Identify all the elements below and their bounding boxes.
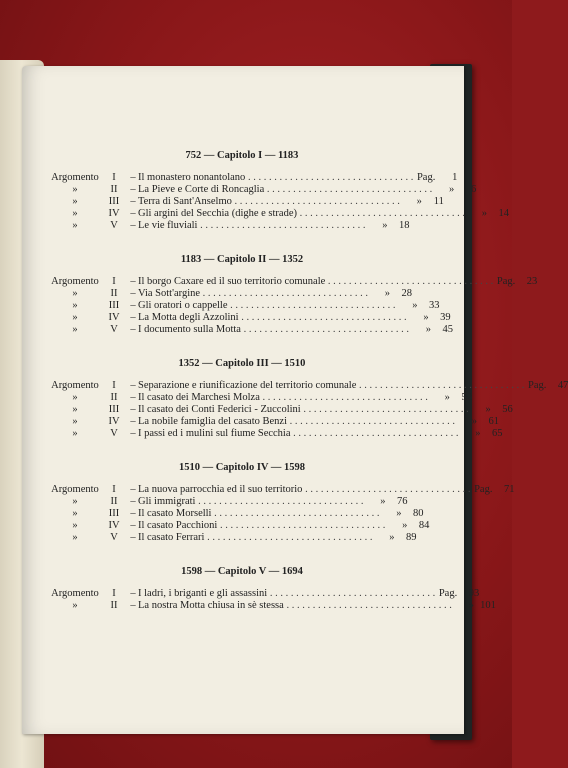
chapter-section <box>50 566 496 612</box>
entry-pag: Pag. <box>496 276 516 287</box>
dot-leader: . . . . . . . . . . . . . . . . . . . . . . . . . . . . . . . . <box>231 196 400 207</box>
entry-page-number: 45 <box>442 324 453 335</box>
entry-title <box>138 496 363 508</box>
entry-dash: – <box>130 496 136 507</box>
entry-title <box>138 416 455 428</box>
entry-dash: – <box>130 416 136 427</box>
entry-label: Argomento <box>51 172 99 183</box>
chapter-title: 1183 — Capitolo II — 1352 <box>180 254 304 265</box>
entry-page-number: 33 <box>429 300 440 311</box>
entry-title-text: Gli argini del Secchia (dighe e strade) <box>138 208 297 219</box>
entry-label: » <box>72 184 78 195</box>
entry-title-text: I ladri, i briganti e gli assassini <box>138 588 268 599</box>
entry-dash: – <box>130 220 136 231</box>
entry-pag: » <box>471 416 477 427</box>
entry-title-text: Gli oratori o cappelle <box>138 300 228 311</box>
chapter-section <box>50 462 515 544</box>
entry-number: IV <box>108 208 120 219</box>
entry-page-number: 39 <box>440 312 451 323</box>
entry-title <box>138 392 428 404</box>
entry-pag: » <box>449 184 455 195</box>
entry-number: III <box>108 404 120 415</box>
entry-title-text: Il casato Pacchioni <box>138 520 218 531</box>
toc-entry <box>50 184 477 196</box>
toc-entry <box>50 404 513 416</box>
toc-entry <box>50 208 509 220</box>
toc-entry <box>50 220 410 232</box>
toc-entry <box>50 588 480 600</box>
dot-leader: . . . . . . . . . . . . . . . . . . . . . . . . . . . . . . . . <box>267 588 436 599</box>
toc-entry <box>50 300 440 312</box>
entry-title-text: Il casato dei Marchesi Molza <box>138 392 260 403</box>
entry-dash: – <box>130 404 136 415</box>
entry-label: » <box>72 416 78 427</box>
entry-label: » <box>72 392 78 403</box>
entry-label: Argomento <box>51 380 99 391</box>
entry-pag: » <box>380 496 386 507</box>
entry-number: V <box>110 220 118 231</box>
dot-leader: . . . . . . . . . . . . . . . . . . . . . . . . . . . . . . . . <box>300 404 469 415</box>
entry-number: IV <box>108 312 120 323</box>
entry-title <box>138 276 493 288</box>
dot-leader: . . . . . . . . . . . . . . . . . . . . . . . . . . . . . . . . <box>195 496 364 507</box>
entry-number: II <box>110 288 118 299</box>
entry-number: III <box>108 196 120 207</box>
entry-title <box>138 300 396 312</box>
entry-label: » <box>72 600 78 611</box>
entry-number: V <box>110 532 118 543</box>
entry-label: Argomento <box>51 588 99 599</box>
entry-number: II <box>110 600 118 611</box>
entry-pag: » <box>402 520 408 531</box>
entry-pag: Pag. <box>474 484 493 495</box>
chapter-title: 1598 — Capitolo V — 1694 <box>181 566 303 577</box>
entry-dash: – <box>130 600 136 611</box>
entry-pag: Pag. <box>416 172 436 183</box>
entry-dash: – <box>130 392 136 403</box>
entry-page-number: 71 <box>503 484 515 495</box>
entry-page-number: 65 <box>492 428 503 439</box>
entry-number: II <box>110 184 118 195</box>
entry-pag: » <box>396 508 402 519</box>
entry-title <box>138 520 385 532</box>
toc-entry <box>50 196 444 208</box>
entry-title-text: Separazione e riunificazione del territorio comunale <box>138 380 357 391</box>
entry-dash: – <box>130 288 136 299</box>
entry-page-number: 93 <box>468 588 480 599</box>
toc-entry <box>50 600 496 612</box>
entry-title-text: Il monastero nonantolano <box>138 172 246 183</box>
entry-title-text: La Pieve e Corte di Roncaglia <box>138 184 265 195</box>
entry-dash: – <box>130 532 136 543</box>
entry-title <box>138 220 365 232</box>
dot-leader: . . . . . . . . . . . . . . . . . . . . . . . . . . . . . . . . <box>240 324 409 335</box>
toc-entry <box>50 484 515 496</box>
entry-page-number: 56 <box>502 404 513 415</box>
entry-pag: » <box>485 404 491 415</box>
entry-dash: – <box>130 380 136 391</box>
entry-page-number: 52 <box>461 392 472 403</box>
entry-dash: – <box>130 300 136 311</box>
entry-title <box>138 312 407 324</box>
entry-dash: – <box>130 184 136 195</box>
entry-number: I <box>112 276 116 287</box>
dot-leader: . . . . . . . . . . . . . . . . . . . . . . . . . . . . . . . . <box>217 520 386 531</box>
entry-title <box>138 288 368 300</box>
entry-title <box>138 404 469 416</box>
entry-page-number: 89 <box>405 532 417 543</box>
entry-number: I <box>112 588 116 599</box>
entry-title-text: Il casato Morselli <box>138 508 212 519</box>
entry-dash: – <box>130 196 136 207</box>
entry-number: I <box>112 484 116 495</box>
entry-title-text: Il borgo Caxare ed il suo territorio comunale <box>138 276 326 287</box>
entry-label: » <box>72 300 78 311</box>
entry-title-text: Il casato Ferrari <box>138 532 205 543</box>
entry-page-number: 1 <box>452 172 458 183</box>
entry-dash: – <box>130 508 136 519</box>
entry-title <box>138 588 435 600</box>
entry-title <box>138 324 409 336</box>
entry-title-text: Le vie fluviali <box>138 220 198 231</box>
table-of-contents <box>50 150 568 634</box>
entry-label: » <box>72 208 78 219</box>
dot-leader: . . . . . . . . . . . . . . . . . . . . . . . . . . . . . . . . <box>259 392 428 403</box>
entry-label: » <box>72 428 78 439</box>
entry-title-text: La nuova parrocchia ed il suo territorio <box>138 484 303 495</box>
entry-title-text: La nobile famiglia del casato Benzi <box>138 416 287 427</box>
chapter-section <box>50 150 509 232</box>
entry-page-number: 14 <box>498 208 509 219</box>
entry-label: » <box>72 288 78 299</box>
entry-title-text: I documento sulla Motta <box>138 324 241 335</box>
dot-leader: . . . . . . . . . . . . . . . . . . . . . . . . . . . . . . . . <box>227 300 396 311</box>
dot-leader: . . . . . . . . . . . . . . . . . . . . . . . . . . . . . . . . <box>211 508 380 519</box>
entry-pag: » <box>384 288 391 299</box>
dot-leader: . . . . . . . . . . . . . . . . . . . . . . . . . . . . . . . . <box>302 484 471 495</box>
dot-leader: . . . . . . . . . . . . . . . . . . . . . . . . . . . . . . . . <box>197 220 366 231</box>
entry-page-number: 11 <box>433 196 444 207</box>
toc-entry <box>50 532 417 544</box>
entry-dash: – <box>130 276 136 287</box>
dot-leader: . . . . . . . . . . . . . . . . . . . . . . . . . . . . . . . . <box>290 428 459 439</box>
entry-page-number: 61 <box>488 416 499 427</box>
entry-page-number: 80 <box>412 508 424 519</box>
entry-number: IV <box>108 416 120 427</box>
toc-entry <box>50 380 568 392</box>
entry-label: » <box>72 404 78 415</box>
chapter-section <box>50 358 568 440</box>
toc-entry <box>50 324 453 336</box>
toc-entry <box>50 416 499 428</box>
entry-pag: » <box>468 600 474 611</box>
entry-pag: » <box>423 312 429 323</box>
entry-pag: » <box>425 324 431 335</box>
toc-entry <box>50 428 503 440</box>
entry-title <box>138 484 470 496</box>
dot-leader: . . . . . . . . . . . . . . . . . . . . . . . . . . . . . . . . <box>325 276 494 287</box>
entry-number: III <box>108 508 120 519</box>
entry-page-number: 76 <box>396 496 408 507</box>
entry-title <box>138 184 432 196</box>
entry-number: V <box>110 428 118 439</box>
entry-page-number: 23 <box>526 276 538 287</box>
entry-number: I <box>112 172 116 183</box>
entry-title <box>138 600 452 612</box>
entry-pag: » <box>475 428 481 439</box>
entry-number: V <box>110 324 118 335</box>
entry-label: » <box>72 324 78 335</box>
entry-dash: – <box>130 312 136 323</box>
entry-title <box>138 380 524 392</box>
entry-pag: » <box>444 392 450 403</box>
entry-pag: » <box>382 220 388 231</box>
entry-label: » <box>72 508 78 519</box>
entry-dash: – <box>130 520 136 531</box>
dot-leader: . . . . . . . . . . . . . . . . . . . . . . . . . . . . . . . . <box>356 380 525 391</box>
dot-leader: . . . . . . . . . . . . . . . . . . . . . . . . . . . . . . . . <box>297 208 465 219</box>
chapter-title: 1352 — Capitolo III — 1510 <box>178 358 306 369</box>
chapter-section <box>50 254 538 336</box>
entry-label: » <box>72 220 78 231</box>
entry-page-number: 28 <box>401 288 413 299</box>
entry-title-text: Via Sott'argine <box>138 288 201 299</box>
dot-leader: . . . . . . . . . . . . . . . . . . . . . . . . . . . . . . . . <box>264 184 433 195</box>
toc-entry <box>50 508 424 520</box>
dot-leader: . . . . . . . . . . . . . . . . . . . . . . . . . . . . . . . . <box>286 416 455 427</box>
entry-title <box>138 172 413 184</box>
entry-dash: – <box>130 324 136 335</box>
chapter-title: 752 — Capitolo I — 1183 <box>185 150 299 161</box>
entry-number: I <box>112 380 116 391</box>
entry-page-number: 6 <box>471 184 477 195</box>
chapter-title: 1510 — Capitolo IV — 1598 <box>178 462 306 473</box>
entry-label: Argomento <box>51 276 99 287</box>
entry-label: » <box>72 196 78 207</box>
entry-title <box>138 196 400 208</box>
entry-label: » <box>72 520 78 531</box>
dot-leader: . . . . . . . . . . . . . . . . . . . . . . . . . . . . . . . . <box>200 288 369 299</box>
entry-page-number: 18 <box>398 220 410 231</box>
entry-title <box>138 208 465 220</box>
entry-dash: – <box>130 484 136 495</box>
toc-entry <box>50 392 472 404</box>
dot-leader: . . . . . . . . . . . . . . . . . . . . . . . . . . . . . . . . <box>238 312 407 323</box>
entry-number: III <box>108 300 120 311</box>
entry-page-number: 84 <box>418 520 430 531</box>
toc-entry <box>50 288 413 300</box>
entry-label: Argomento <box>51 484 99 495</box>
toc-entry <box>50 312 451 324</box>
entry-pag: Pag. <box>527 380 547 391</box>
entry-pag: » <box>416 196 422 207</box>
entry-label: » <box>72 496 78 507</box>
entry-page-number: 101 <box>480 600 496 611</box>
entry-number: II <box>110 496 118 507</box>
entry-dash: – <box>130 208 136 219</box>
entry-pag: Pag. <box>438 588 458 599</box>
entry-dash: – <box>130 428 136 439</box>
toc-entry <box>50 520 430 532</box>
toc-entry <box>50 172 458 184</box>
entry-title-text: Il casato dei Conti Federici - Zuccolini <box>138 404 301 415</box>
entry-dash: – <box>130 588 136 599</box>
entry-title-text: La Motta degli Azzolini <box>138 312 239 323</box>
dot-leader: . . . . . . . . . . . . . . . . . . . . . . . . . . . . . . . . <box>283 600 452 611</box>
entry-title <box>138 508 379 520</box>
toc-entry <box>50 276 538 288</box>
entry-pag: » <box>412 300 418 311</box>
entry-title-text: Terra di Sant'Anselmo <box>138 196 232 207</box>
entry-title <box>138 428 459 440</box>
dot-leader: . . . . . . . . . . . . . . . . . . . . . . . . . . . . . . . . <box>204 532 373 543</box>
entry-title-text: I passi ed i mulini sul fiume Secchia <box>138 428 291 439</box>
entry-pag: » <box>481 208 487 219</box>
entry-pag: » <box>389 532 395 543</box>
entry-page-number: 47 <box>557 380 568 391</box>
entry-dash: – <box>130 172 136 183</box>
toc-entry <box>50 496 408 508</box>
entry-label: » <box>72 312 78 323</box>
entry-title-text: La nostra Motta chiusa in sè stessa <box>138 600 284 611</box>
entry-title-text: Gli immigrati <box>138 496 196 507</box>
entry-number: II <box>110 392 118 403</box>
entry-number: IV <box>108 520 120 531</box>
dot-leader: . . . . . . . . . . . . . . . . . . . . . . . . . . . . . . . . <box>245 172 414 183</box>
entry-label: » <box>72 532 78 543</box>
entry-title <box>138 532 372 544</box>
